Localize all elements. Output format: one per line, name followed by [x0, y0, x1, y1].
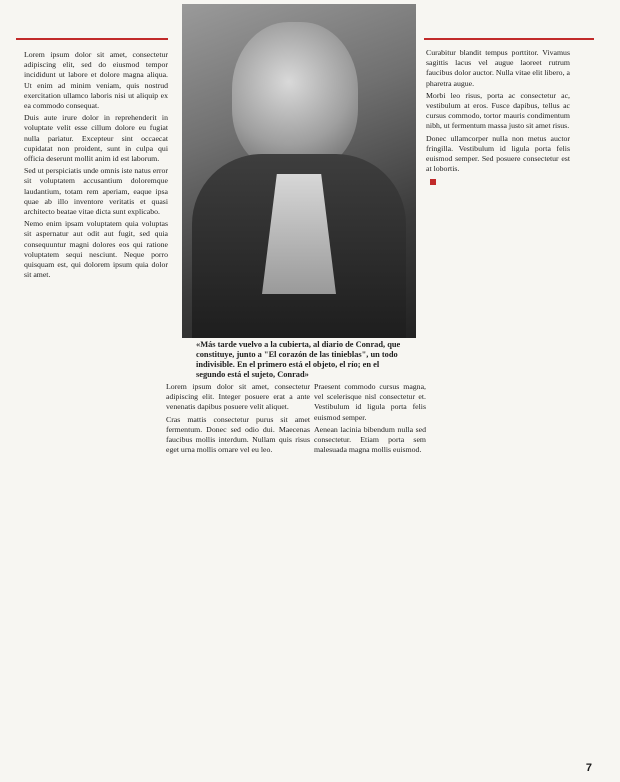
- portrait-head: [232, 22, 358, 172]
- paragraph: Aenean lacinia bibendum nulla sed consectetur. Etiam porta sem malesuada magna mollis euismod.: [314, 424, 426, 455]
- article-column-middle: [166, 382, 310, 778]
- paragraph: Donec ullamcorper nulla non metus auctor fringilla. Vestibulum id ligula porta felis euismod semper. Sed posuere consectetur est at lobortis.: [426, 133, 570, 174]
- portrait-photo: [182, 4, 416, 338]
- paragraph: Morbi leo risus, porta ac consectetur ac, vestibulum at eros. Fusce dapibus, tellus ac cursus commodo, tortor mauris condimentum nibh, ut fermentum massa justo sit amet risus.: [426, 90, 570, 131]
- paragraph: Curabitur blandit tempus porttitor. Vivamus sagittis lacus vel augue laoreet rutrum faucibus dolor auctor. Nulla vitae elit libero, a pharetra augue.: [426, 48, 570, 88]
- article-column-middle-2: [314, 382, 426, 778]
- article-column-right: [426, 48, 570, 778]
- paragraph: Duis aute irure dolor in reprehenderit in voluptate velit esse cillum dolore eu fugiat nulla pariatur. Excepteur sint occaecat cupidatat non proident, sunt in culpa qui officia deserunt mollit anim id est laborum.: [24, 113, 168, 164]
- photo-caption: «Más tarde vuelvo a la cubierta, al diario de Conrad, que constituye, junto a "El corazón de las tinieblas", un todo indivisible. En el primero está el objeto, el río; en el segundo está el sujeto, Conrad»: [196, 340, 401, 379]
- paragraph: Sed ut perspiciatis unde omnis iste natus error sit voluptatem accusantium doloremque laudantium, totam rem aperiam, eaque ipsa quae ab illo inventore veritatis et quasi architecto beatae vitae dicta sunt explicabo.: [24, 166, 168, 217]
- page-number: 7: [585, 762, 592, 774]
- article-column-left: [24, 50, 168, 778]
- paragraph: Lorem ipsum dolor sit amet, consectetur adipiscing elit, sed do eiusmod tempor incididunt ut labore et dolore magna aliqua. Ut enim ad minim veniam, quis nostrud exercitation ullamco laboris nisi ut aliquip ex ea commodo consequat.: [24, 50, 168, 111]
- paragraph: Nemo enim ipsam voluptatem quia voluptas sit aspernatur aut odit aut fugit, sed quia consequuntur magni dolores eos qui ratione voluptatem sequi nesciunt. Neque porro quisquam est, qui dolorem ipsum quia dolor sit amet.: [24, 219, 168, 280]
- top-rule-right: [424, 38, 594, 40]
- end-of-article-mark: [430, 179, 436, 185]
- paragraph: Praesent commodo cursus magna, vel scelerisque nisl consectetur et. Vestibulum id ligula porta felis euismod semper.: [314, 382, 426, 422]
- paragraph: Lorem ipsum dolor sit amet, consectetur adipiscing elit. Integer posuere erat a ante venenatis dapibus posuere velit aliquet.: [166, 382, 310, 412]
- top-rule-left: [16, 38, 168, 40]
- paragraph: Cras mattis consectetur purus sit amet fermentum. Donec sed odio dui. Maecenas faucibus mollis interdum. Nullam quis risus eget urna mollis ornare vel eu leo.: [166, 414, 310, 455]
